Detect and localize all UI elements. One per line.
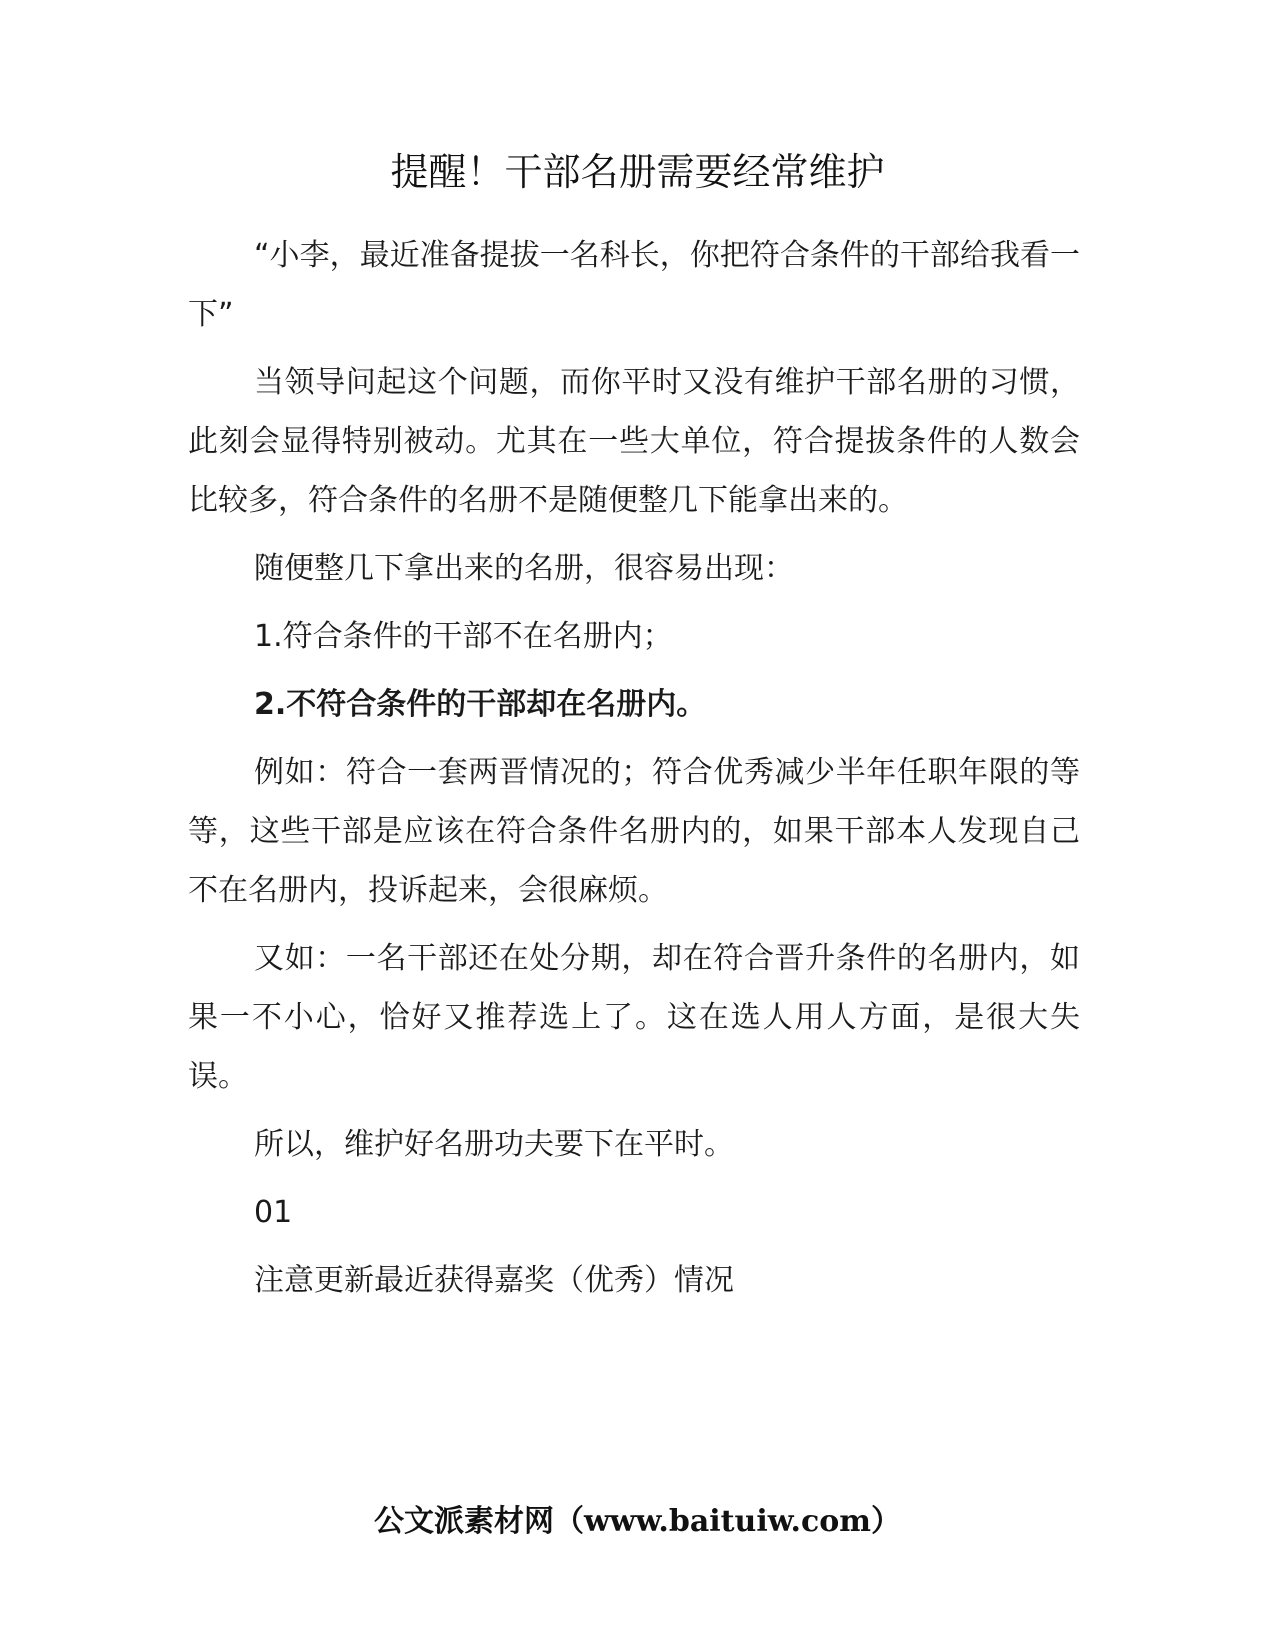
section-number: 01 [254,1195,293,1230]
document-title: 提醒！干部名册需要经常维护 [390,150,885,194]
paragraph-problem-lead: 随便整几下拿出来的名册，很容易出现： [254,551,794,586]
paragraph-example-1: 例如：符合一套两晋情况的；符合优秀减少半年任职年限的等等，这些干部是应该在符合条件名册内的，如果干部本人发现自己不在名册内，投诉起来，会很麻烦。 [188,755,1080,908]
paragraph-quote: “小李，最近准备提拔一名科长，你把符合条件的干部给我看一下” [188,238,1080,332]
list-item-1: 1.符合条件的干部不在名册内； [254,619,673,654]
footer-source: 公文派素材网（www.baituiw.com） [373,1504,902,1539]
paragraph-intro: 当领导问起这个问题，而你平时又没有维护干部名册的习惯，此刻会显得特别被动。尤其在一些大单位，符合提拔条件的人数会比较多，符合条件的名册不是随便整几下能拿出来的。 [188,365,1080,518]
paragraph-example-2: 又如：一名干部还在处分期，却在符合晋升条件的名册内，如果一不小心，恰好又推荐选上了。这在选人用人方面，是很大失误。 [188,941,1080,1094]
section-heading: 注意更新最近获得嘉奖（优秀）情况 [254,1263,734,1298]
list-item-2: 2.不符合条件的干部却在名册内。 [254,687,707,722]
paragraph-conclusion: 所以，维护好名册功夫要下在平时。 [254,1127,734,1162]
document-body [188,226,1080,1319]
